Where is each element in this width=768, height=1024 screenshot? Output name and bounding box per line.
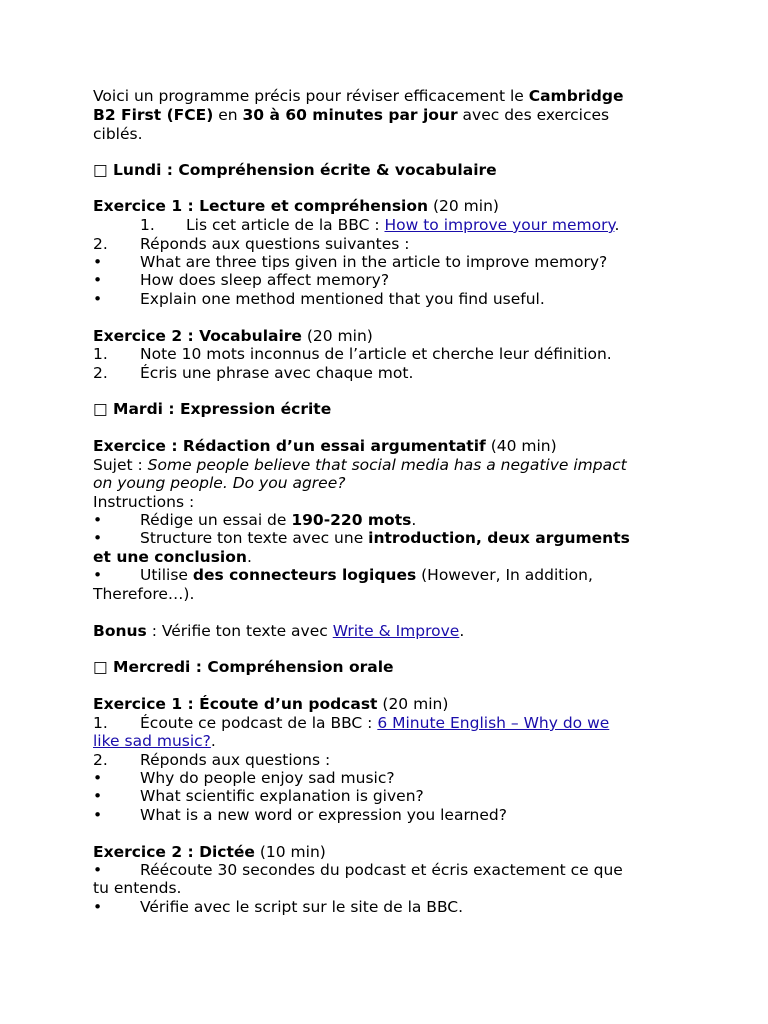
list-item-continuation: et une conclusion. [93,548,252,566]
list-item: • What scientific explanation is given? [93,787,424,805]
lundi-exercise-2-title: Exercice 2 : Vocabulaire (20 min) [93,327,373,345]
mardi-exercise-title: Exercice : Rédaction d’un essai argumentatif (40 min) [93,437,557,455]
list-item-continuation: Therefore…). [93,585,195,603]
list-item: • Why do people enjoy sad music? [93,769,395,787]
list-item-continuation: tu entends. [93,879,182,897]
list-item: 2. Écris une phrase avec chaque mot. [93,364,414,382]
heading-mercredi: □ Mercredi : Compréhension orale [93,658,394,676]
list-item: • How does sleep affect memory? [93,271,390,289]
sujet-line-1: Sujet : Some people believe that social media has a negative impact [93,456,627,474]
mercredi-exercise-2-title: Exercice 2 : Dictée (10 min) [93,843,326,861]
heading-mardi: □ Mardi : Expression écrite [93,400,332,418]
list-item: 2. Réponds aux questions suivantes : [93,235,410,253]
instructions-label: Instructions : [93,493,195,511]
list-item: 1. Note 10 mots inconnus de l’article et cherche leur définition. [93,345,612,363]
list-item: • Vérifie avec le script sur le site de la BBC. [93,898,464,916]
document-page: Voici un programme précis pour réviser efficacement le Cambridge B2 First (FCE) en 30 à 60 minutes par jour avec des exercices ciblés. □ Lundi : Compréhension écrite & vocabulaire Exercice 1 : Lecture et compréhension (20 min) 1. Lis cet article de la BBC : How to improve your memory. 2. Réponds aux questions suivantes : • What are three tips given in the article to improve memory? • How does sleep affect memory? • Explain one method mentioned that you find useful. Exercice 2 : Vocabulaire (20 min) 1. Note 10 mots inconnus de l’article et cherche leur définition. 2. Écris une phrase avec chaque mot. □ Mardi : Expression écrite Exercice : Rédaction d’un essai argumentatif (40 min) Sujet : Some people believe that social media has a negative impact on young people. Do you agree? Instructions : • Rédige un essai de 190-220 mots. • Structure ton texte avec une introduction, deux arguments et une conclusion. • Utilise des connecteurs logiques (However, In addition, Therefore…). Bonus : Vérifie ton texte avec Write & Improve. □ Mercredi : Compréhension orale Exercice 1 : Écoute d’un podcast (20 min) 1. Écoute ce podcast de la BBC : 6 Minute English – Why do we like sad music?. 2. Réponds aux questions : • Why do people enjoy sad music? • What scientific explanation is given? • What is a new word or expression you learned? Exercice 2 : Dictée (10 min) • Réécoute 30 secondes du podcast et écris exactement ce que tu entends. • Vérifie avec le script sur le site de la BBC. [0,0,768,1024]
heading-lundi: □ Lundi : Compréhension écrite & vocabulaire [93,161,497,179]
podcast-link-continued[interactable]: like sad music? [93,732,211,750]
list-item: • What is a new word or expression you learned? [93,806,507,824]
bonus-line: Bonus : Vérifie ton texte avec Write & Improve. [93,622,465,640]
list-item-continuation: like sad music?. [93,732,216,750]
mercredi-exercise-1-title: Exercice 1 : Écoute d’un podcast (20 min) [93,695,449,713]
list-item: • What are three tips given in the article to improve memory? [93,253,608,271]
list-item: • Explain one method mentioned that you find useful. [93,290,545,308]
bbc-article-link[interactable]: How to improve your memory [384,216,615,234]
list-item: 1. Écoute ce podcast de la BBC : 6 Minute English – Why do we [93,714,610,732]
write-and-improve-link[interactable]: Write & Improve [332,622,460,640]
intro-line-1: Voici un programme précis pour réviser efficacement le Cambridge [93,87,624,105]
intro-line-2: B2 First (FCE) en 30 à 60 minutes par jour avec des exercices [93,106,610,124]
list-item: 2. Réponds aux questions : [93,751,331,769]
podcast-link[interactable]: 6 Minute English – Why do we [377,714,610,732]
lundi-exercise-1-title: Exercice 1 : Lecture et compréhension (20 min) [93,197,499,215]
intro-line-3: ciblés. [93,125,143,143]
sujet-line-2: on young people. Do you agree? [93,474,346,492]
list-item: • Rédige un essai de 190-220 mots. [93,511,417,529]
list-item: • Utilise des connecteurs logiques (However, In addition, [93,566,593,584]
list-item: • Réécoute 30 secondes du podcast et écris exactement ce que [93,861,623,879]
list-item: • Structure ton texte avec une introduction, deux arguments [93,529,630,547]
